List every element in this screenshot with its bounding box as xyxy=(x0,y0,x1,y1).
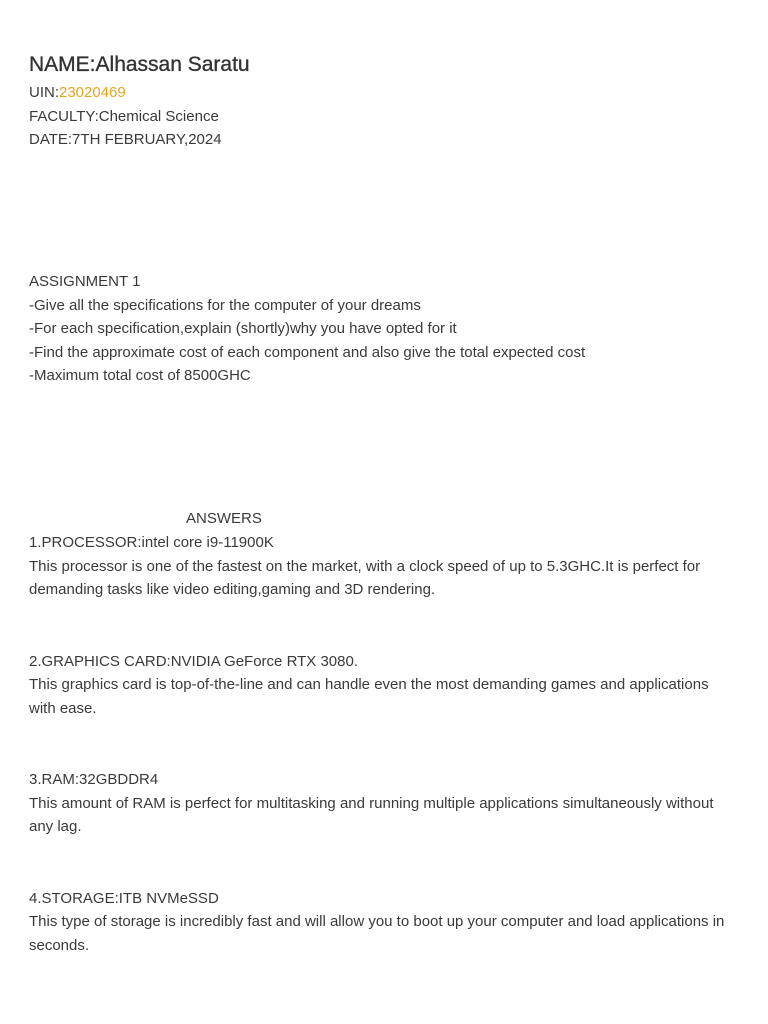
answer-title: 1.PROCESSOR:intel core i9-11900K xyxy=(29,534,274,551)
answer-storage xyxy=(29,887,734,958)
answers-section xyxy=(29,531,734,957)
answer-title: 3.RAM:32GBDDR4 xyxy=(29,771,159,788)
name-value: Alhassan Saratu xyxy=(95,53,250,76)
answer-title: 2.GRAPHICS CARD:NVIDIA GeForce RTX 3080. xyxy=(29,652,358,670)
answer-text: This type of storage is incredibly fast and will allow you to boot up your computer and load applications in seconds. xyxy=(29,913,725,954)
assignment-item: -Give all the specifications for the computer of your dreams xyxy=(29,296,421,314)
answer-graphics-card xyxy=(29,650,734,721)
answer-ram xyxy=(29,768,734,839)
uin-line xyxy=(29,81,222,105)
student-name xyxy=(29,52,250,78)
uin-value: 23020469 xyxy=(59,84,126,101)
assignment-item: -Find the approximate cost of each component and also give the total expected cost xyxy=(29,343,586,361)
answer-text: This graphics card is top-of-the-line and can handle even the most demanding games and applications with ease. xyxy=(29,676,709,717)
answer-text: This processor is one of the fastest on the market, with a clock speed of up to 5.3GHC.It is perfect for demanding tasks like video editing,gaming and 3D rendering. xyxy=(29,557,701,598)
assignment-title: ASSIGNMENT 1 xyxy=(29,273,141,290)
answer-text: This amount of RAM is perfect for multitasking and running multiple applications simultaneously without any lag. xyxy=(29,794,714,835)
name-label: NAME: xyxy=(29,53,96,76)
uin-label: UIN: xyxy=(29,84,59,101)
assignment-item: -For each specification,explain (shortly)why you have opted for it xyxy=(29,320,457,337)
student-info xyxy=(29,81,222,152)
date-line: DATE:7TH FEBRUARY,2024 xyxy=(29,131,222,148)
answers-heading: ANSWERS xyxy=(186,510,262,527)
answer-title: 4.STORAGE:ITB NVMeSSD xyxy=(29,889,219,907)
assignment-item: -Maximum total cost of 8500GHC xyxy=(29,367,251,384)
faculty-line: FACULTY:Chemical Science xyxy=(29,107,219,125)
assignment-section xyxy=(29,270,585,388)
answer-processor xyxy=(29,531,734,602)
